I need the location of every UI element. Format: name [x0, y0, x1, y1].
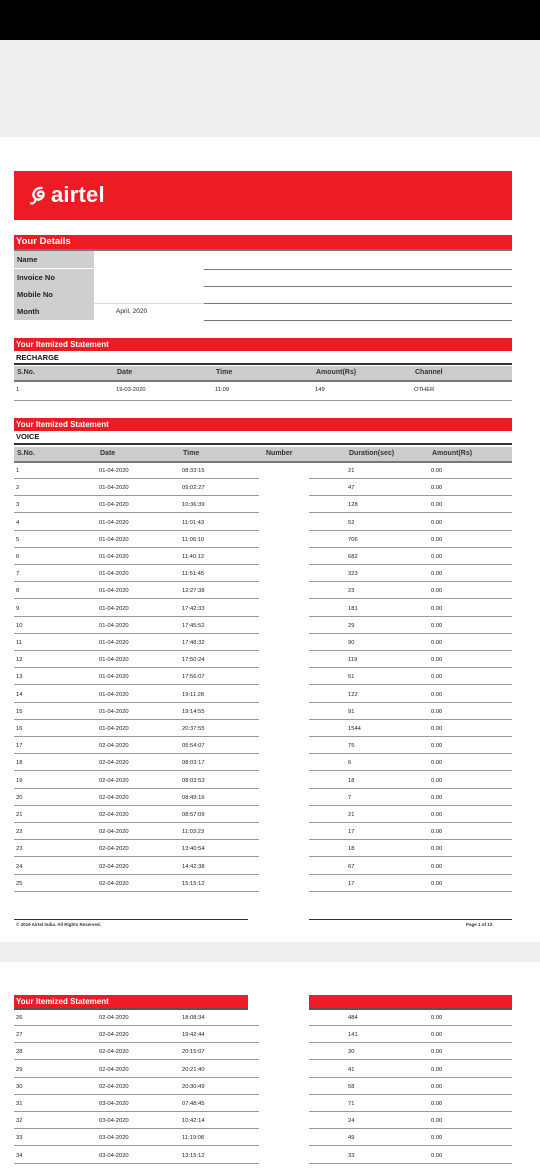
cell-time: 17:45:52 [182, 622, 205, 629]
cell-amount: 0.00 [431, 743, 443, 750]
cell-date: 01-04-2020 [99, 674, 129, 681]
row-divider [309, 598, 512, 599]
cell-time: 18:08:34 [182, 1015, 205, 1021]
col-header: Duration(sec) [349, 450, 395, 457]
cell-time: 19:42:44 [182, 1032, 205, 1039]
cell-duration: 30 [348, 1049, 355, 1056]
cell-time: 08:03:53 [182, 777, 205, 784]
row-divider [309, 547, 512, 548]
cell-date: 02-04-2020 [99, 812, 129, 818]
recharge-title: RECHARGE [16, 353, 59, 362]
row-divider [14, 650, 259, 651]
cell-time: 20:15:07 [182, 1049, 205, 1056]
row-divider [14, 598, 259, 599]
brand-name: airtel [51, 182, 105, 207]
cell-sno: 1 [16, 468, 20, 474]
cell-time: 11:40:12 [182, 554, 205, 560]
cell-time: 20:30:49 [182, 1083, 205, 1090]
col-header: Date [100, 450, 116, 457]
row-divider [309, 667, 512, 668]
col-header: Time [183, 450, 200, 457]
col-header: Channel [415, 369, 443, 376]
cell-time: 10:42:14 [182, 1118, 205, 1125]
cell-date: 01-04-2020 [99, 468, 129, 474]
row-divider [14, 684, 259, 685]
cell-time: 05:54:07 [182, 743, 205, 750]
col-header: S.No. [17, 369, 35, 376]
cell-time: 08:03:17 [182, 760, 205, 767]
cell-sno: 31 [16, 1101, 23, 1107]
row-divider [14, 633, 259, 634]
cell-time: 11:06:10 [182, 536, 205, 543]
cell-date: 02-04-2020 [99, 1015, 129, 1021]
cell-amount: 0.00 [431, 554, 443, 560]
cell-date: 01-04-2020 [99, 536, 129, 543]
cell-time: 11:19:08 [182, 1135, 205, 1142]
viewer-background [0, 40, 540, 137]
cell-date: 02-04-2020 [99, 1032, 129, 1039]
cell-date: 01-04-2020 [99, 622, 129, 629]
cell-sno: 17 [16, 743, 23, 750]
cell-duration: 47 [348, 485, 355, 492]
row-divider [14, 822, 259, 823]
page-number: Page 1 of 13 [466, 922, 493, 927]
details-label: Mobile No [14, 286, 94, 303]
details-row-mobile [14, 286, 512, 303]
row-divider [14, 667, 259, 668]
row-divider [309, 530, 512, 531]
row-divider [309, 512, 512, 513]
row-divider [309, 1025, 512, 1026]
col-header: Date [117, 369, 133, 376]
cell-amount: 0.00 [431, 863, 443, 870]
cell-amount: 0.00 [431, 846, 443, 853]
details-row-name [14, 251, 512, 268]
cell-duration: 52 [348, 519, 355, 526]
page-gap [0, 942, 540, 962]
cell-time: 11:09 [215, 387, 230, 393]
cell-duration: 23 [348, 588, 355, 595]
cell-sno: 10 [16, 622, 23, 629]
cell-time: 13:15:12 [182, 1152, 205, 1159]
row-divider [14, 1145, 259, 1146]
row-divider [309, 1128, 512, 1129]
details-label: Month [14, 303, 94, 320]
details-row-month [14, 303, 512, 320]
cell-amount: 0.00 [431, 1032, 443, 1039]
cell-amount: 0.00 [431, 468, 443, 474]
row-divider [309, 736, 512, 737]
copyright-text: © 2019 Airtel India. All Rights Reserved. [16, 922, 102, 927]
row-divider [14, 874, 259, 875]
row-divider [309, 650, 512, 651]
row-divider [309, 874, 512, 875]
row-divider [309, 616, 512, 617]
cell-amount: 0.00 [431, 1049, 443, 1056]
cell-time: 17:56:07 [182, 674, 205, 681]
cell-duration: 21 [348, 812, 355, 818]
row-divider [14, 530, 259, 531]
row-divider [309, 891, 512, 892]
cell-duration: 682 [348, 554, 358, 560]
cell-duration: 21 [348, 468, 355, 474]
cell-time: 11:03:23 [182, 829, 205, 836]
cell-duration: 141 [348, 1032, 358, 1039]
cell-duration: 91 [348, 708, 355, 715]
row-divider [14, 564, 259, 565]
cell-sno: 4 [16, 519, 20, 526]
footer-rule-right [309, 919, 512, 920]
cell-time: 17:50:24 [182, 657, 205, 664]
cell-duration: 17 [348, 829, 355, 836]
details-line [94, 303, 204, 304]
recharge-statement-bar: Your Itemized Statement [14, 338, 512, 351]
cell-time: 14:42:38 [182, 863, 205, 870]
cell-amount: 0.00 [431, 691, 443, 698]
row-divider [14, 478, 259, 479]
row-divider [14, 1025, 259, 1026]
cell-date: 01-04-2020 [99, 708, 129, 715]
cell-duration: 18 [348, 846, 355, 853]
recharge-header [14, 366, 512, 380]
statement-page-1 [0, 137, 540, 942]
cell-duration: 41 [348, 1066, 355, 1073]
cell-sno: 2 [16, 485, 20, 492]
cell-time: 19:14:55 [182, 708, 205, 715]
cell-time: 19:11:28 [182, 691, 205, 698]
cell-date: 02-04-2020 [99, 743, 129, 750]
airtel-swirl-icon [30, 185, 48, 205]
cell-date: 01-04-2020 [99, 588, 129, 595]
cell-date: 02-04-2020 [99, 760, 129, 767]
cell-amount: 0.00 [431, 794, 443, 801]
row-divider [309, 788, 512, 789]
cell-duration: 1544 [348, 726, 361, 732]
cell-duration: 71 [348, 1101, 355, 1107]
cell-amount: 0.00 [431, 502, 443, 509]
cell-amount: 0.00 [431, 485, 443, 492]
cell-sno: 26 [16, 1015, 23, 1021]
cell-sno: 7 [16, 571, 20, 578]
cell-date: 01-04-2020 [99, 691, 129, 698]
your-details-bar: Your Details [14, 235, 512, 249]
col-header: Amount(Rs) [432, 450, 473, 457]
table-row [14, 382, 512, 399]
row-divider [309, 856, 512, 857]
page2-statement-bar-right [309, 995, 512, 1008]
row-divider [14, 770, 259, 771]
row-divider [14, 753, 259, 754]
row-divider [14, 1059, 259, 1060]
cell-amount: 0.00 [431, 674, 443, 681]
cell-amount: 0.00 [431, 657, 443, 664]
row-divider [14, 1128, 259, 1129]
row-divider [14, 856, 259, 857]
col-header: Number [266, 450, 293, 457]
cell-duration: 67 [348, 863, 355, 870]
cell-time: 17:42:33 [182, 605, 205, 612]
cell-sno: 9 [16, 605, 20, 612]
cell-time: 20:37:55 [182, 726, 205, 732]
cell-sno: 11 [16, 640, 23, 646]
row-divider [309, 770, 512, 771]
cell-duration: 49 [348, 1135, 355, 1142]
cell-date: 03-04-2020 [99, 1152, 129, 1159]
cell-sno: 21 [16, 812, 23, 818]
row-divider [14, 547, 259, 548]
cell-amount: 0.00 [431, 708, 443, 715]
details-value: April, 2020 [116, 308, 148, 315]
cell-amount: 0.00 [431, 519, 443, 526]
cell-sno: 28 [16, 1049, 23, 1056]
cell-time: 08:33:15 [182, 468, 205, 474]
cell-amount: 0.00 [431, 571, 443, 578]
cell-time: 11:51:45 [182, 571, 205, 578]
cell-date: 02-04-2020 [99, 1083, 129, 1090]
cell-date: 02-04-2020 [99, 846, 129, 853]
cell-time: 15:15:12 [182, 880, 205, 887]
cell-amount: 0.00 [431, 1101, 443, 1107]
cell-sno: 8 [16, 588, 20, 595]
row-divider [14, 1094, 259, 1095]
cell-time: 08:49:16 [182, 794, 205, 801]
cell-amount: 0.00 [431, 760, 443, 767]
cell-sno: 24 [16, 863, 23, 870]
row-divider [14, 1042, 259, 1043]
statement-page-2 [0, 962, 540, 1170]
cell-amount: 0.00 [431, 1152, 443, 1159]
details-line [204, 320, 512, 321]
cell-sno: 23 [16, 846, 23, 853]
cell-time: 10:36:39 [182, 502, 205, 509]
row-divider [309, 702, 512, 703]
cell-date: 19-03-2020 [116, 387, 146, 393]
voice-title: VOICE [16, 432, 40, 441]
row-divider [14, 616, 259, 617]
page2-statement-bar: Your Itemized Statement [14, 995, 248, 1008]
row-divider [309, 684, 512, 685]
col-header: Amount(Rs) [316, 369, 357, 376]
row-divider [14, 839, 259, 840]
cell-channel: OTHER [414, 387, 435, 393]
cell-sno: 30 [16, 1083, 23, 1090]
voice-statement-bar: Your Itemized Statement [14, 418, 512, 431]
cell-sno: 6 [16, 554, 20, 560]
cell-date: 03-04-2020 [99, 1101, 129, 1107]
row-divider [309, 1111, 512, 1112]
row-divider [14, 891, 259, 892]
cell-date: 01-04-2020 [99, 726, 129, 732]
cell-time: 09:02:27 [182, 485, 205, 492]
row-divider [309, 805, 512, 806]
row-divider [309, 822, 512, 823]
cell-sno: 33 [16, 1135, 23, 1142]
cell-date: 01-04-2020 [99, 519, 129, 526]
row-divider [309, 1042, 512, 1043]
cell-duration: 90 [348, 640, 355, 646]
row-divider [14, 736, 259, 737]
cell-sno: 5 [16, 536, 20, 543]
footer-rule-left [14, 919, 248, 920]
cell-sno: 3 [16, 502, 20, 509]
cell-amount: 0.00 [431, 588, 443, 595]
details-row-invoice [14, 269, 512, 286]
cell-sno: 25 [16, 880, 23, 887]
cell-duration: 18 [348, 777, 355, 784]
row-divider [309, 1094, 512, 1095]
cell-amount: 0.00 [431, 605, 443, 612]
cell-date: 02-04-2020 [99, 794, 129, 801]
cell-sno: 18 [16, 760, 23, 767]
voice-header [14, 447, 512, 461]
cell-amount: 0.00 [431, 536, 443, 543]
cell-amount: 0.00 [431, 880, 443, 887]
cell-amount: 0.00 [431, 1135, 443, 1142]
cell-duration: 51 [348, 674, 355, 681]
details-label: Name [14, 251, 94, 268]
row-divider [14, 788, 259, 789]
cell-sno: 20 [16, 794, 23, 801]
cell-duration: 24 [348, 1118, 355, 1125]
row-divider [309, 581, 512, 582]
cell-duration: 17 [348, 880, 355, 887]
row-divider [14, 581, 259, 582]
row-divider [14, 495, 259, 496]
row-divider [309, 1059, 512, 1060]
cell-duration: 33 [348, 1152, 355, 1159]
cell-date: 01-04-2020 [99, 485, 129, 492]
cell-amount: 0.00 [431, 622, 443, 629]
cell-date: 02-04-2020 [99, 829, 129, 836]
cell-time: 13:40:54 [182, 846, 205, 853]
cell-date: 02-04-2020 [99, 777, 129, 784]
cell-sno: 27 [16, 1032, 23, 1039]
row-divider [14, 1163, 259, 1164]
row-divider [14, 805, 259, 806]
row-divider [309, 478, 512, 479]
cell-date: 02-04-2020 [99, 1066, 129, 1073]
row-divider [309, 564, 512, 565]
row-divider [309, 719, 512, 720]
row-divider [309, 753, 512, 754]
cell-amount: 0.00 [431, 777, 443, 784]
row-divider [309, 1077, 512, 1078]
row-divider [14, 719, 259, 720]
col-header: Time [216, 369, 233, 376]
cell-duration: 75 [348, 743, 355, 750]
cell-date: 02-04-2020 [99, 880, 129, 887]
row-divider [309, 1163, 512, 1164]
cell-duration: 128 [348, 502, 358, 509]
recharge-end-rule [14, 400, 512, 401]
row-divider [14, 1077, 259, 1078]
row-divider [309, 495, 512, 496]
row-divider [14, 1111, 259, 1112]
cell-date: 03-04-2020 [99, 1135, 129, 1142]
cell-duration: 706 [348, 536, 358, 543]
cell-date: 01-04-2020 [99, 502, 129, 509]
cell-amount: 0.00 [431, 829, 443, 836]
cell-sno: 29 [16, 1066, 23, 1073]
cell-sno: 15 [16, 708, 23, 715]
cell-duration: 484 [348, 1015, 358, 1021]
cell-amount: 0.00 [431, 1015, 443, 1021]
cell-duration: 181 [348, 605, 358, 612]
cell-time: 08:57:09 [182, 812, 205, 818]
cell-date: 03-04-2020 [99, 1118, 129, 1125]
cell-amount: 0.00 [431, 1083, 443, 1090]
col-header: S.No. [17, 450, 35, 457]
row-divider [309, 633, 512, 634]
cell-amount: 0.00 [431, 726, 443, 732]
cell-date: 02-04-2020 [99, 863, 129, 870]
cell-duration: 7 [348, 794, 352, 801]
cell-sno: 1 [16, 387, 20, 393]
details-label: Invoice No [14, 269, 94, 286]
cell-amount: 0.00 [431, 1066, 443, 1073]
cell-date: 01-04-2020 [99, 657, 129, 664]
cell-sno: 16 [16, 726, 23, 732]
voice-rule [14, 443, 512, 445]
cell-date: 01-04-2020 [99, 554, 129, 560]
cell-amount: 0.00 [431, 812, 443, 818]
cell-sno: 19 [16, 777, 23, 784]
cell-time: 07:48:45 [182, 1101, 205, 1107]
cell-sno: 14 [16, 691, 23, 698]
cell-duration: 323 [348, 571, 358, 578]
cell-time: 20:21:40 [182, 1066, 205, 1073]
row-divider [309, 1145, 512, 1146]
cell-time: 17:48:32 [182, 640, 205, 646]
airtel-logo [30, 181, 105, 209]
cell-sno: 22 [16, 829, 23, 836]
cell-sno: 13 [16, 674, 23, 681]
airtel-banner [14, 171, 512, 220]
cell-duration: 29 [348, 622, 355, 629]
cell-duration: 122 [348, 691, 358, 698]
cell-date: 02-04-2020 [99, 1049, 129, 1056]
row-divider [309, 839, 512, 840]
cell-amount: 0.00 [431, 640, 443, 646]
cell-time: 11:01:43 [182, 519, 205, 526]
cell-date: 01-04-2020 [99, 605, 129, 612]
cell-amount: 149 [315, 387, 325, 393]
cell-amount: 0.00 [431, 1118, 443, 1125]
cell-time: 12:27:38 [182, 588, 205, 595]
cell-duration: 6 [348, 760, 352, 767]
cell-duration: 119 [348, 657, 358, 664]
cell-sno: 12 [16, 657, 23, 664]
cell-date: 01-04-2020 [99, 571, 129, 578]
cell-sno: 34 [16, 1152, 23, 1159]
cell-date: 01-04-2020 [99, 640, 129, 646]
row-divider [14, 512, 259, 513]
recharge-rule [14, 363, 512, 365]
row-divider [14, 702, 259, 703]
status-bar [0, 0, 540, 40]
cell-duration: 58 [348, 1083, 355, 1090]
cell-sno: 32 [16, 1118, 23, 1125]
